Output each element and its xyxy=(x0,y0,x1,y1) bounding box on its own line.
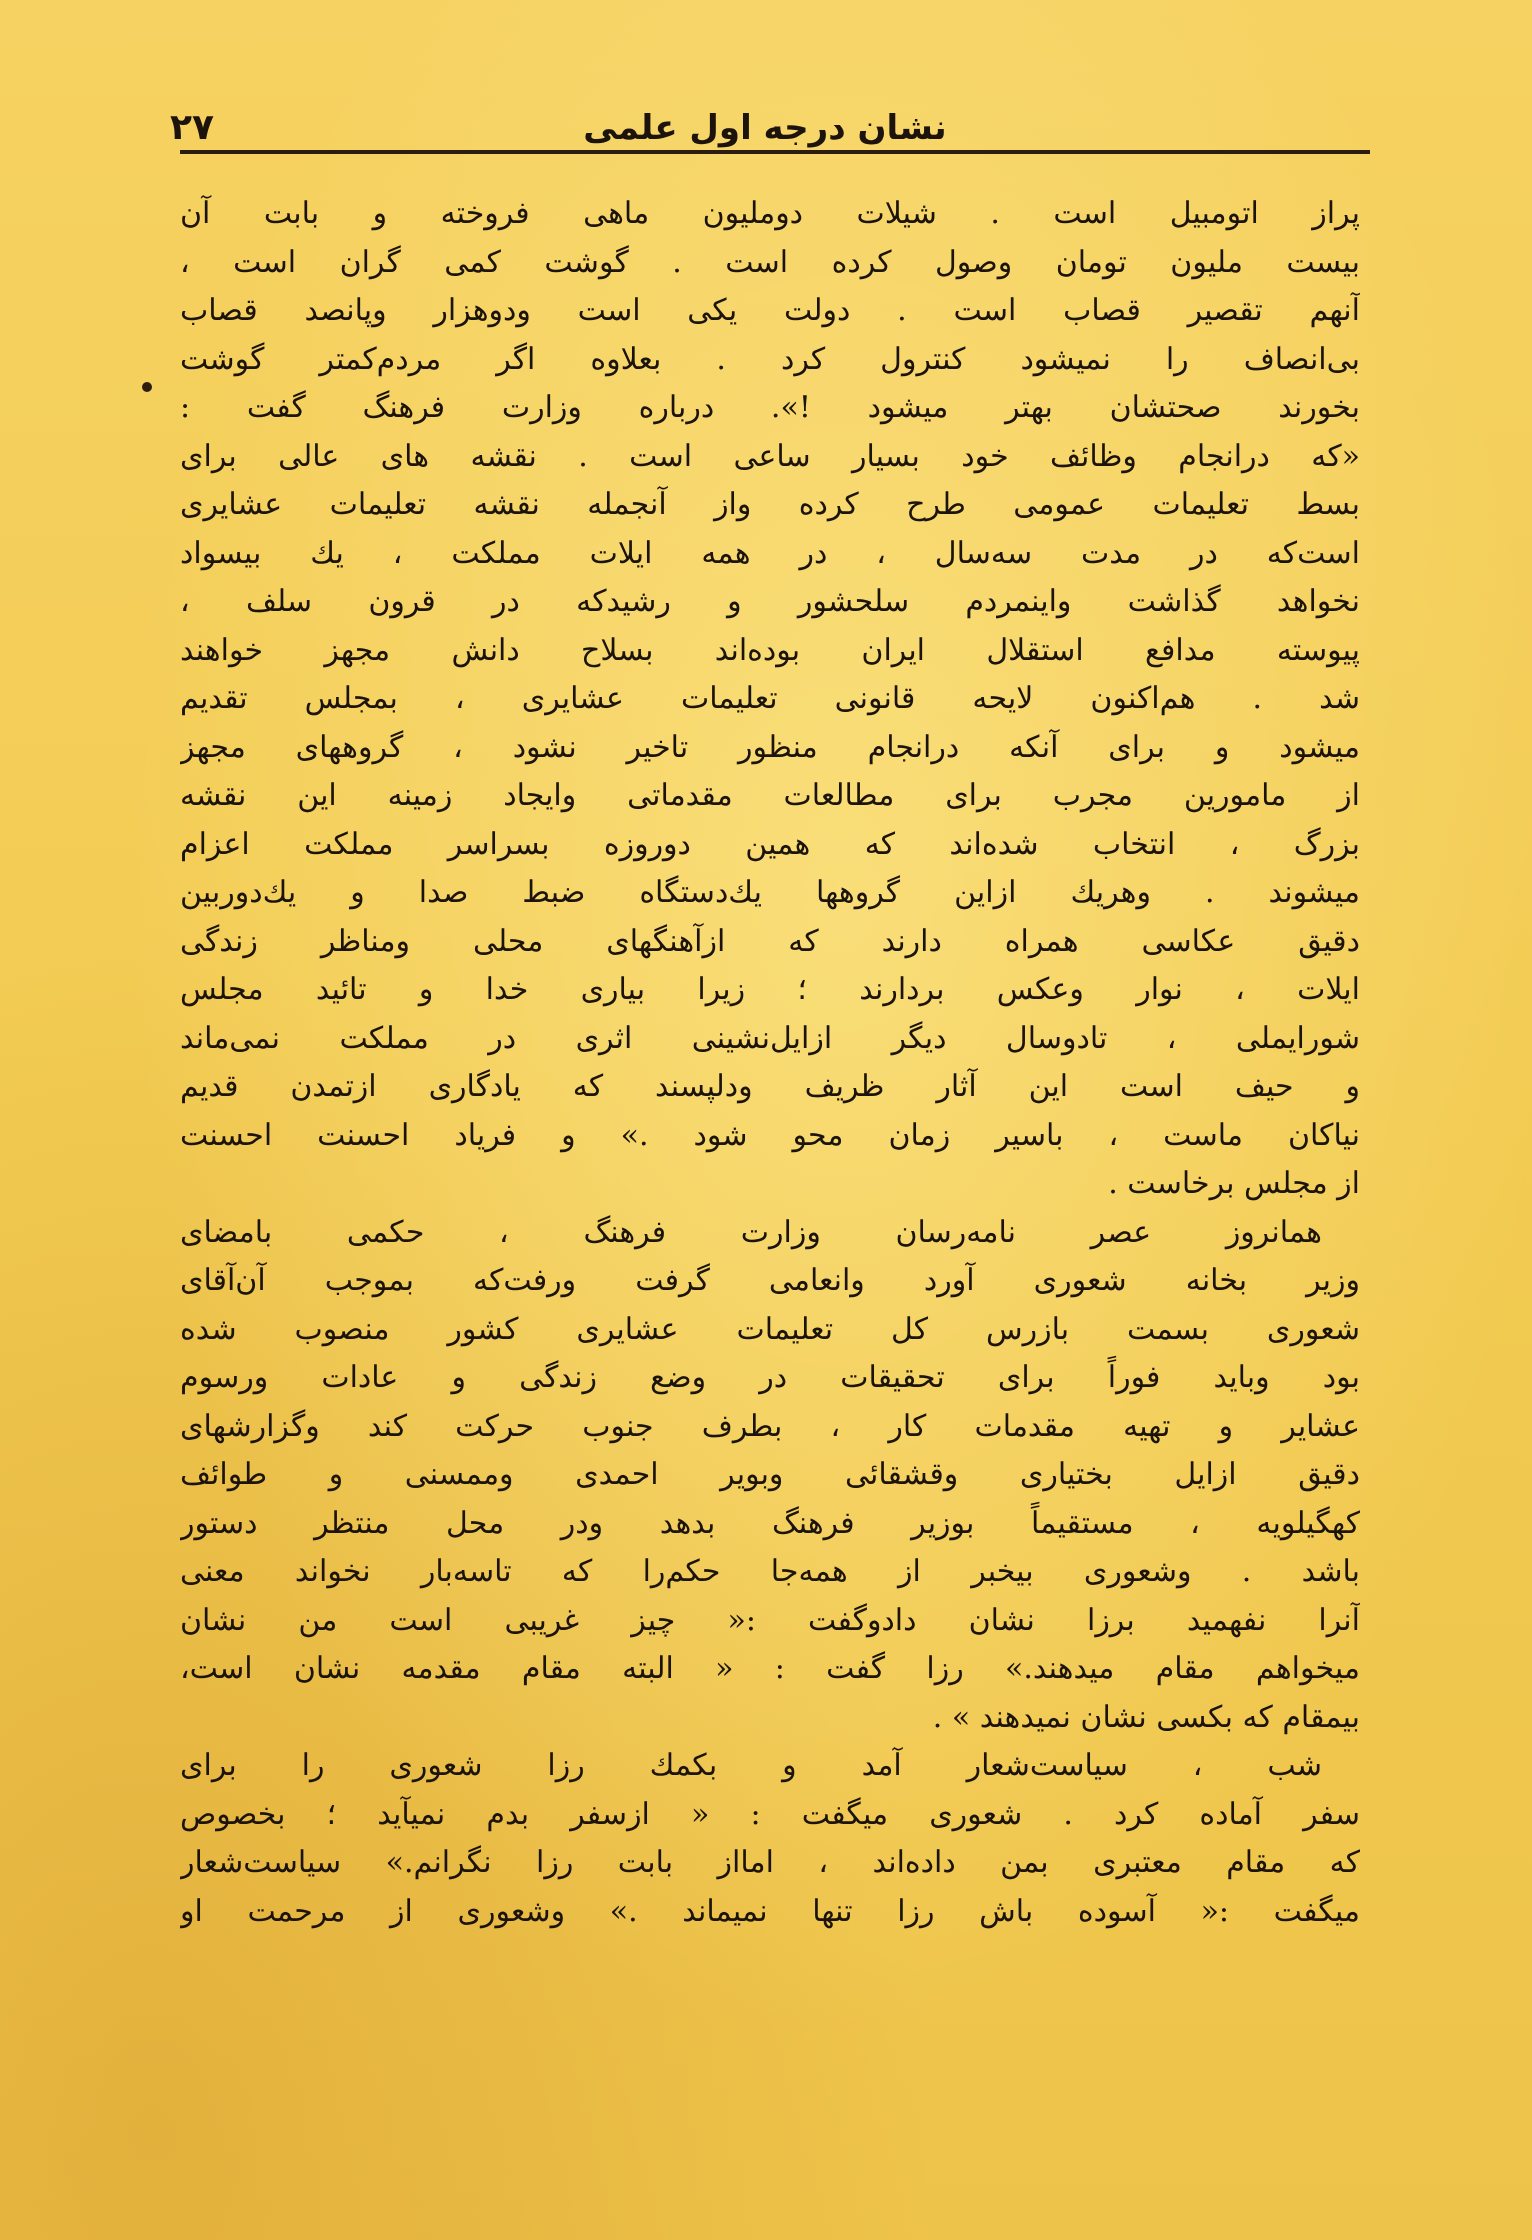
text-line: شورایملی ، تادوسال دیگر ازایل‌نشینی اثری در مملکت نمی‌ماند xyxy=(180,1020,1360,1056)
text-line: دقیق ازایل بختیاری وقشقائی وبویر احمدی وممسنی و طوائف xyxy=(180,1457,1360,1492)
text-line: بود وباید فوراً برای تحقیقات در وضع زندگی و عادات ورسوم xyxy=(180,1360,1360,1395)
text-line: میخواهم مقام میدهند.» رزا گفت : « البته مقام مقدمه نشان است، xyxy=(180,1651,1360,1686)
text-line: است‌که در مدت سه‌سال ، در همه ایلات مملکت ، یك بیسواد xyxy=(180,535,1360,571)
margin-mark xyxy=(142,382,152,392)
text-line: بسط تعلیمات عمومی طرح کرده واز آنجمله نقشه تعلیمات عشایری xyxy=(180,487,1360,522)
text-line: نخواهد گذاشت واینمردم سلحشور و رشیدکه در قرون سلف ، xyxy=(180,584,1360,619)
page-header xyxy=(170,100,1360,156)
text-line: میشود و برای آنکه درانجام منظور تاخیر نشود ، گروههای مجهز xyxy=(180,729,1360,765)
text-line: ایلات ، نوار وعکس بردارند ؛ زیرا بیاری خدا و تائید مجلس xyxy=(180,972,1360,1007)
text-line: شعوری بسمت بازرس کل تعلیمات عشایری کشور منصوب شده xyxy=(180,1311,1360,1347)
text-line: وزیر بخانه شعوری آورد وانعامی گرفت ورفت‌که بموجب آن‌آقای xyxy=(180,1263,1360,1298)
header-rule xyxy=(180,150,1370,154)
text-line: میگفت :« آسوده باش رزا تنها نمیماند .» وشعوری از مرحمت او xyxy=(180,1893,1360,1929)
text-line: سفر آماده کرد . شعوری میگفت : « ازسفر بدم نمیآید ؛ بخصوص xyxy=(180,1796,1360,1832)
text-line: از مامورین مجرب برای مطالعات مقدماتی وایجاد زمینه این نقشه xyxy=(180,778,1360,813)
text-line: همانروز عصر نامه‌رسان وزارت فرهنگ ، حکمی بامضای xyxy=(180,1214,1322,1250)
text-line: و حیف است این آثار ظریف ودلپسند که یادگاری ازتمدن قدیم xyxy=(180,1069,1360,1104)
text-line: پراز اتومبیل است . شیلات دوملیون ماهی فروخته و بابت آن xyxy=(180,196,1360,231)
text-line: پیوسته مدافع استقلال ایران بوده‌اند بسلاح دانش مجهز خواهند xyxy=(180,632,1360,668)
page-number: ٢٧ xyxy=(170,107,214,148)
text-line: که مقام معتبری بمن داده‌اند ، امااز بابت رزا نگرانم.» سیاست‌شعار xyxy=(180,1845,1360,1880)
running-title: نشان درجه اول علمی xyxy=(583,108,947,148)
text-line: «که درانجام وظائف خود بسیار ساعی است . نقشه های عالی برای xyxy=(180,438,1360,474)
text-line: دقیق عکاسی همراه دارند که ازآهنگهای محلی ومناظر زندگی xyxy=(180,923,1360,959)
text-line: شب ، سیاست‌شعار آمد و بکمك رزا شعوری را برای xyxy=(180,1748,1322,1783)
text-line: نیاکان ماست ، باسیر زمان محو شود .» و فریاد احسنت احسنت xyxy=(180,1117,1360,1153)
text-line: شد . هم‌اکنون لایحه قانونی تعلیمات عشایری ، بمجلس تقدیم xyxy=(180,681,1360,716)
body-text xyxy=(180,190,1360,2190)
text-line: بیست ملیون تومان وصول کرده است . گوشت کمی گران است ، xyxy=(180,244,1360,280)
text-line: کهگیلویه ، مستقیماً بوزیر فرهنگ بدهد ودر محل منتظر دستور xyxy=(180,1505,1360,1541)
text-line: میشوند . وهریك ازاین گروهها یك‌دستگاه ضبط صدا و یك‌دوربین xyxy=(180,875,1360,910)
text-line: آنرا نفهمید برزا نشان دادوگفت :« چیز غریبی است من نشان xyxy=(180,1602,1360,1638)
text-line: باشد . وشعوری بیخبر از همه‌جا حکم‌را که تاسه‌بار نخواند معنی xyxy=(180,1554,1360,1589)
text-line: بخورند صحتشان بهتر میشود !». درباره وزارت فرهنگ گفت : xyxy=(180,390,1360,425)
text-line: بی‌انصاف را نمیشود کنترول کرد . بعلاوه اگر مردم‌کمتر گوشت xyxy=(180,341,1360,377)
text-line: عشایر و تهیه مقدمات کار ، بطرف جنوب حرکت کند وگزارشهای xyxy=(180,1408,1360,1444)
text-line: آنهم تقصیر قصاب است . دولت یکی است ودوهزار وپانصد قصاب xyxy=(180,293,1360,328)
text-line: بیمقام که بکسی نشان نمیدهند » . xyxy=(932,1699,1360,1735)
text-line: از مجلس برخاست . xyxy=(1108,1166,1360,1201)
text-line: بزرگ ، انتخاب شده‌اند که همین دوروزه بسراسر مملکت اعزام xyxy=(180,826,1360,862)
